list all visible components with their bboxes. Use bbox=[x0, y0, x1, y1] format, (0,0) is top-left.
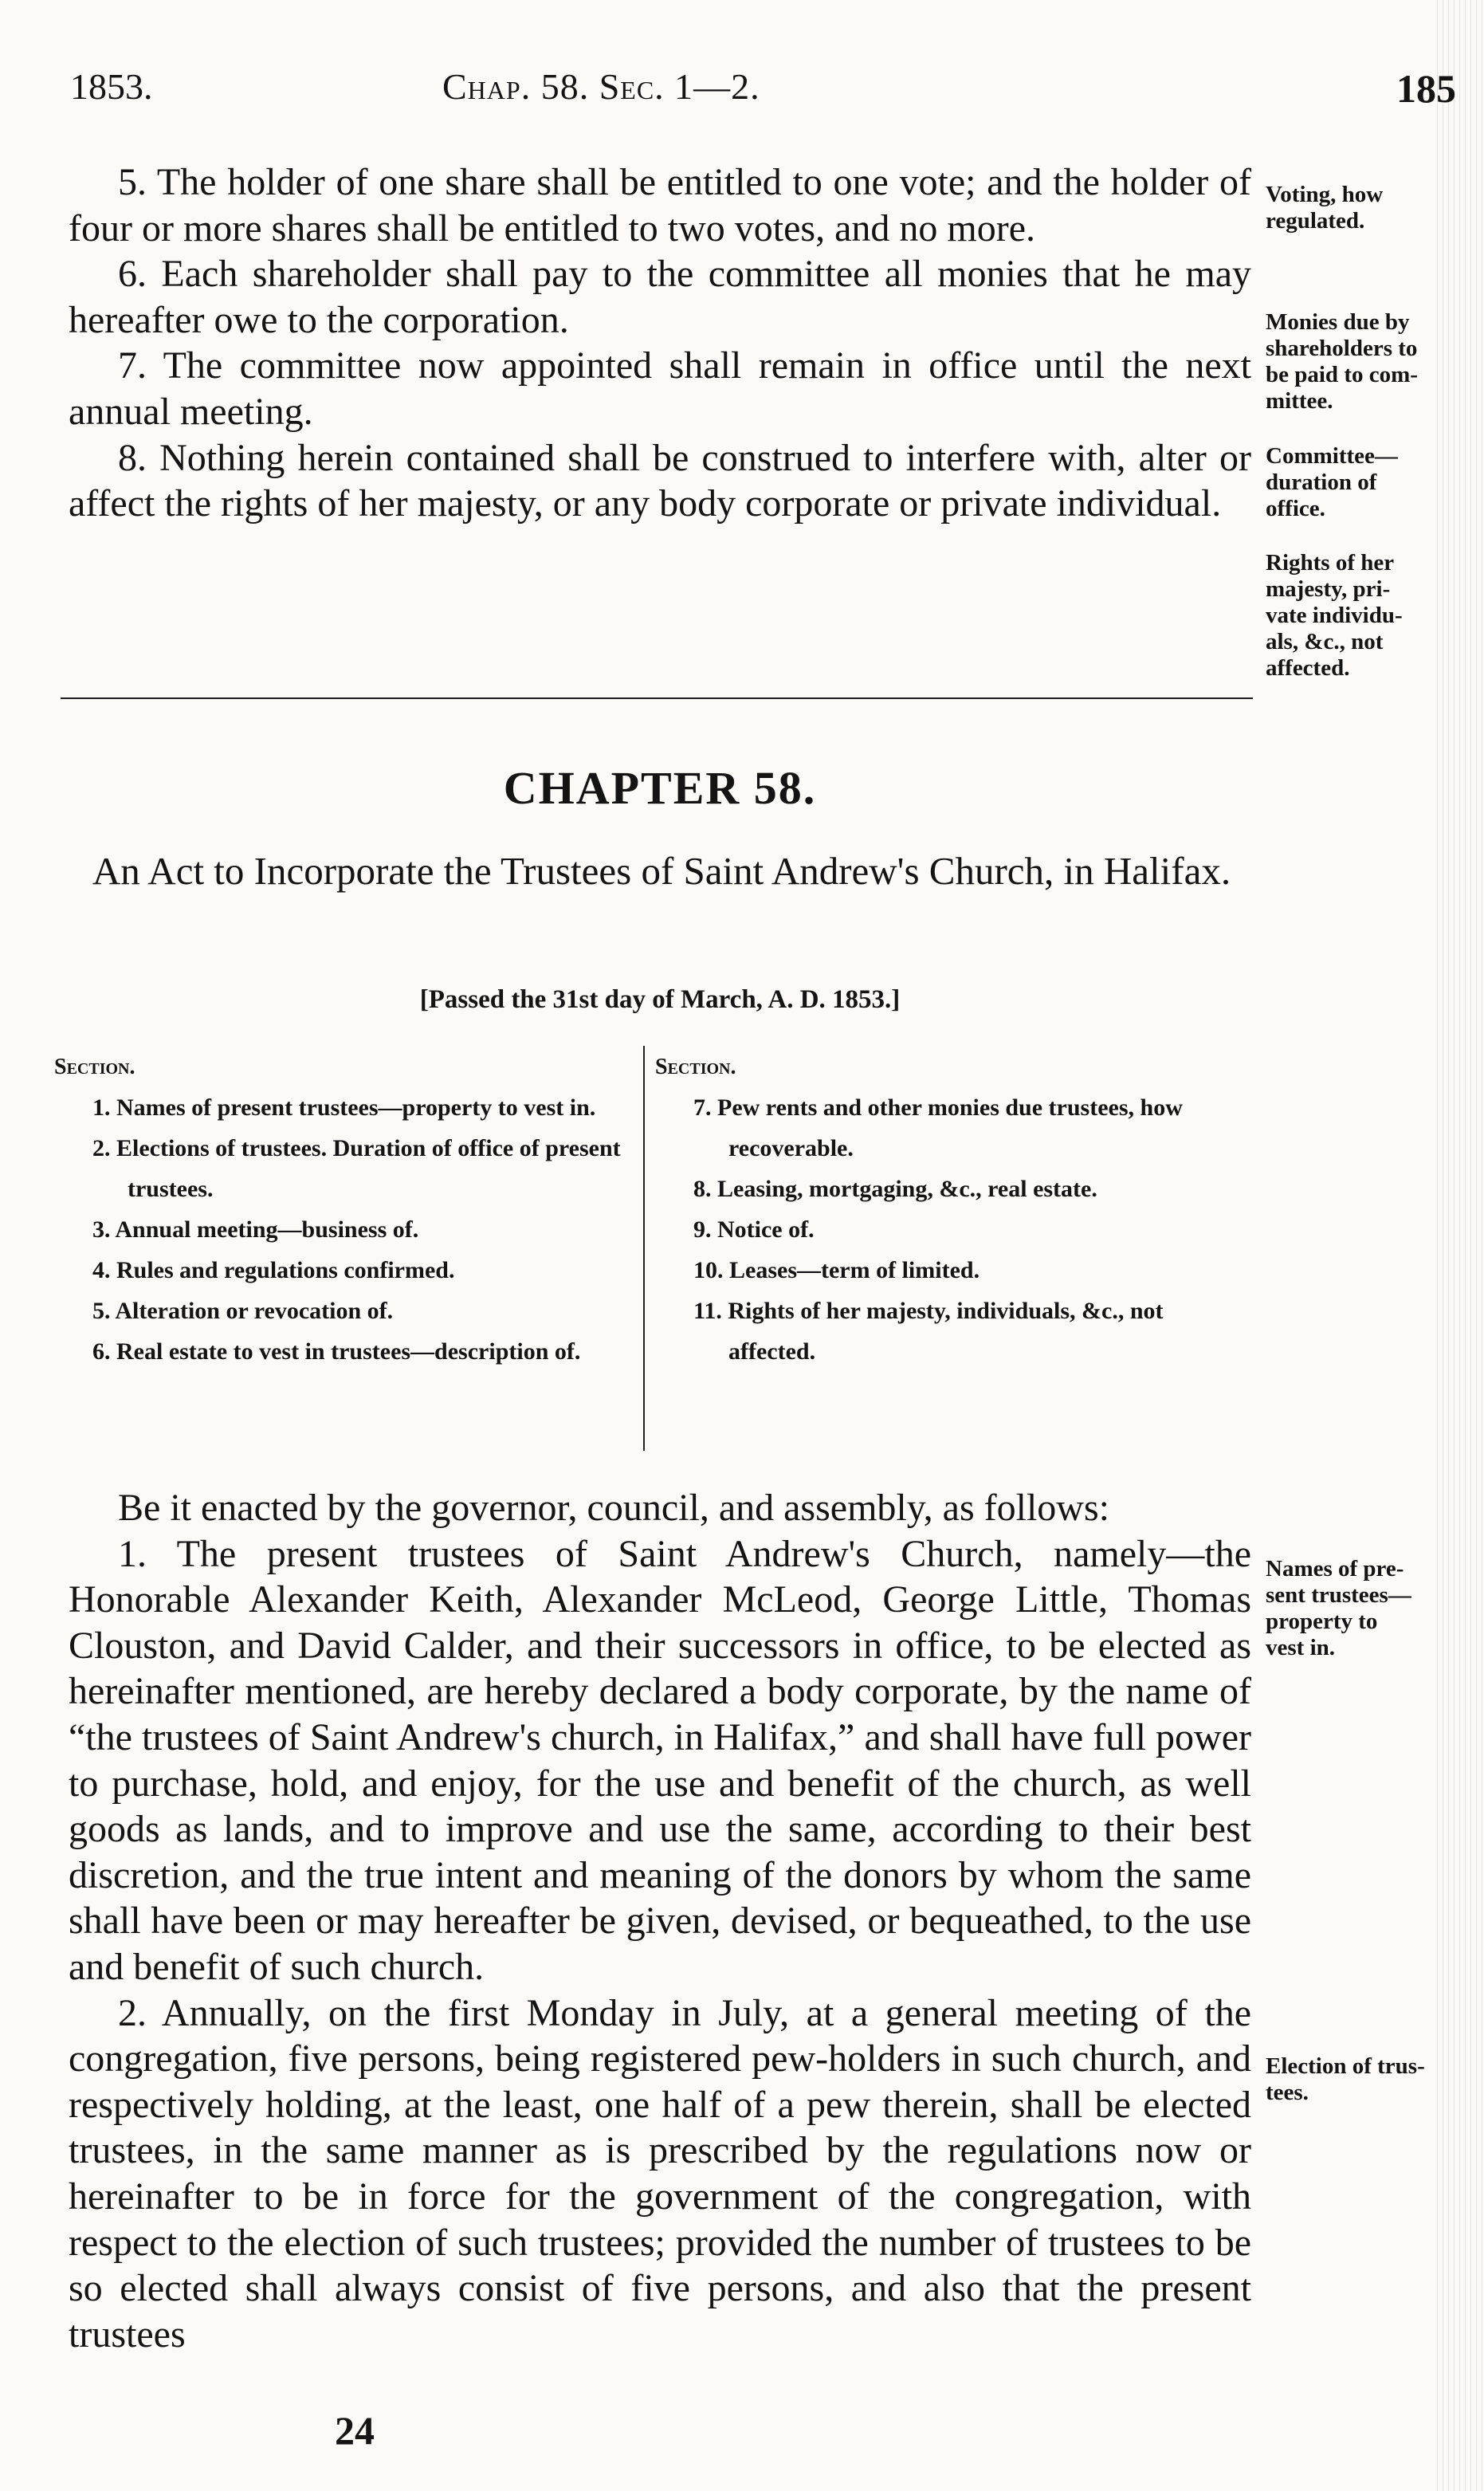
header-year: 1853. bbox=[70, 66, 153, 107]
toc-item: 10. Leases—term of limited. bbox=[693, 1257, 980, 1283]
chapter-title: CHAPTER 58. bbox=[503, 762, 817, 814]
toc-item: 8. Leasing, mortgaging, &c., real estate. bbox=[693, 1176, 1097, 1202]
margin-note-names-trustees: Names of pre- sent trustees— property to vest in. bbox=[1266, 1556, 1411, 1660]
margin-note-rights: Rights of her majesty, pri- vate individu- als, &c., not affected. bbox=[1266, 550, 1403, 681]
header-page-number: 185 bbox=[1396, 66, 1456, 111]
toc-item: 1. Names of present trustees—property to vest in. bbox=[92, 1094, 596, 1121]
signature-folio: 24 bbox=[335, 2408, 375, 2453]
toc-left-heading: Section. bbox=[54, 1055, 135, 1079]
section-divider-rule bbox=[61, 697, 1253, 699]
enactment-text bbox=[69, 1485, 1251, 2357]
section-6-paragraph: 6. Each shareholder shall pay to the committee all monies that he may hereafter owe to the corporation. bbox=[69, 253, 1251, 341]
toc-item: 9. Notice of. bbox=[693, 1216, 815, 1243]
toc-item: 7. Pew rents and other monies due trustees, how recoverable. bbox=[693, 1094, 1183, 1161]
passed-date: [Passed the 31st day of March, A. D. 1853.] bbox=[419, 985, 901, 1014]
toc-item: 4. Rules and regulations confirmed. bbox=[92, 1257, 455, 1283]
header-chapter-section: Chap. 58. Sec. 1—2. bbox=[442, 66, 760, 107]
section-2-paragraph: 2. Annually, on the first Monday in July, at a general meeting of the congregation, five persons, being registered pew-holders in such church, and respectively holding, at the least, one half of a pew therein, shall be elected trustees, in the same manner as is prescribed by the regulations now or hereinafter to be in force for the government of the congregation, with respect to the election of such trustees; provided the number of trustees to be so elected shall always consist of five persons, and also that the present trustees bbox=[69, 1991, 1251, 2355]
section-8-paragraph: 8. Nothing herein contained shall be construed to interfere with, alter or affect the rights of her majesty, or any body corporate or private individual. bbox=[69, 436, 1251, 525]
act-title: An Act to Incorporate the Trustees of Saint Andrew's Church, in Halifax. bbox=[92, 849, 1231, 893]
section-5-paragraph: 5. The holder of one share shall be entitled to one vote; and the holder of four or more shares shall be entitled to two votes, and no more. bbox=[69, 161, 1251, 249]
section-1-paragraph: 1. The present trustees of Saint Andrew's Church, namely—the Honorable Alexander Keith, Alexander McLeod, George Little, Thomas Clouston, and David Calder, and their successors in office, to be elected as hereinafter mentioned, are hereby declared a body corporate, by the name of “the trustees of Saint Andrew's church, in Halifax,” and shall have full power to purchase, hold, and enjoy, for the use and benefit of the church, as well goods as lands, and to improve and use the same, according to their best discretion, and the true intent and meaning of the donors by whom the same shall have been or may hereafter be given, devised, or bequeathed, to the use and benefit of such church. bbox=[69, 1532, 1251, 1988]
toc-item: 5. Alteration or revocation of. bbox=[92, 1298, 394, 1324]
toc-item: 11. Rights of her majesty, individuals, &c., not affected. bbox=[693, 1298, 1164, 1365]
toc-right-heading: Section. bbox=[655, 1055, 736, 1079]
toc-item: 6. Real estate to vest in trustees—description of. bbox=[92, 1338, 581, 1365]
margin-note-monies: Monies due by shareholders to be paid to com- mittee. bbox=[1266, 309, 1418, 414]
toc-column-divider bbox=[643, 1046, 645, 1451]
top-section-text bbox=[69, 159, 1251, 527]
toc-left-column bbox=[54, 1047, 642, 1372]
toc-right-column bbox=[655, 1047, 1253, 1372]
toc-item: 3. Annual meeting—business of. bbox=[92, 1216, 419, 1243]
margin-note-committee: Committee— duration of office. bbox=[1266, 443, 1398, 521]
margin-note-election: Election of trus- tees. bbox=[1266, 2053, 1425, 2105]
toc-item: 2. Elections of trustees. Duration of office of present trustees. bbox=[92, 1135, 621, 1202]
section-7-paragraph: 7. The committee now appointed shall remain in office until the next annual meeting. bbox=[69, 344, 1251, 433]
margin-note-voting: Voting, how regulated. bbox=[1266, 182, 1384, 234]
enactment-preamble: Be it enacted by the governor, council, and assembly, as follows: bbox=[118, 1487, 1109, 1529]
